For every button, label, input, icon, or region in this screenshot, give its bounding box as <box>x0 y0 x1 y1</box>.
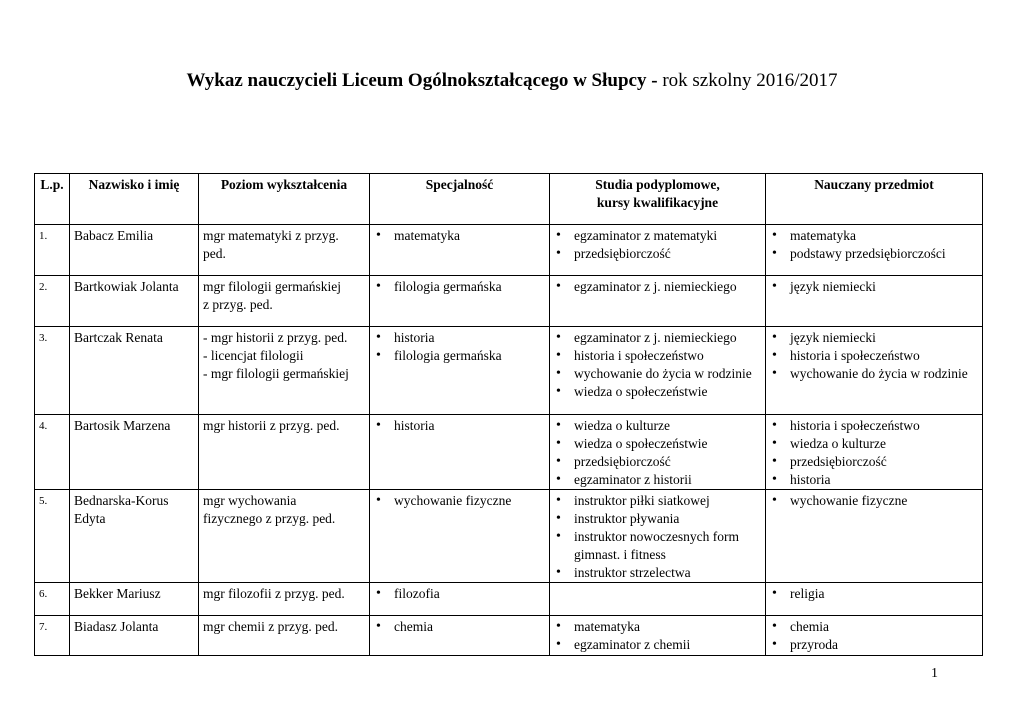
teacher-name-line: Bartkowiak Jolanta <box>74 279 179 294</box>
education-level-line: - mgr filologii germańskiej <box>203 366 349 381</box>
bullet-item: • instruktor pływania <box>554 510 761 528</box>
taught-subjects <box>766 583 983 616</box>
bullet-item: • wiedza o społeczeństwie <box>554 383 761 401</box>
bullet-item: • przedsiębiorczość <box>554 245 761 263</box>
bullet-item: • historia <box>770 471 978 489</box>
bullet-item: • wychowanie fizyczne <box>374 492 545 510</box>
teacher-name-line: Biadasz Jolanta <box>74 619 159 634</box>
table-row <box>35 276 983 327</box>
bullet-item: • historia <box>374 329 545 347</box>
education-level-line: mgr wychowania <box>203 493 297 508</box>
title-main: Wykaz nauczycieli Liceum Ogólnokształcącego w Słupcy - <box>186 70 658 91</box>
taught-subjects <box>766 616 983 656</box>
postgraduate-studies-list <box>554 227 761 263</box>
teacher-name <box>70 276 199 327</box>
postgraduate-studies <box>550 327 766 415</box>
specialty <box>370 276 550 327</box>
table-row <box>35 415 983 490</box>
bullet-item: • matematyka <box>374 227 545 245</box>
bullet-item: • matematyka <box>770 227 978 245</box>
bullet-item: • chemia <box>374 618 545 636</box>
bullet-item: • wiedza o kulturze <box>554 417 761 435</box>
bullet-item: • filozofia <box>374 585 545 603</box>
postgraduate-studies <box>550 225 766 276</box>
column-header-postgrad: Studia podyplomowe, kursy kwalifikacyjne <box>550 174 766 225</box>
bullet-item: • historia i społeczeństwo <box>554 347 761 365</box>
education-level <box>199 616 370 656</box>
specialty-list <box>374 417 545 435</box>
bullet-item: • matematyka <box>554 618 761 636</box>
bullet-item: • wiedza o społeczeństwie <box>554 435 761 453</box>
bullet-item: • egzaminator z j. niemieckiego <box>554 329 761 347</box>
bullet-item: • egzaminator z j. niemieckiego <box>554 278 761 296</box>
bullet-item: • wychowanie do życia w rodzinie <box>770 365 978 383</box>
taught-subjects-list <box>770 278 978 296</box>
bullet-item: • egzaminator z matematyki <box>554 227 761 245</box>
education-level-line: - mgr historii z przyg. ped. <box>203 330 348 345</box>
taught-subjects <box>766 225 983 276</box>
teacher-name-line: Edyta <box>74 511 106 526</box>
bullet-item: • egzaminator z historii <box>554 471 761 489</box>
specialty <box>370 616 550 656</box>
education-level-line: fizycznego z przyg. ped. <box>203 511 336 526</box>
teacher-name <box>70 583 199 616</box>
bullet-item: • przedsiębiorczość <box>770 453 978 471</box>
table-row <box>35 616 983 656</box>
taught-subjects-list <box>770 585 978 603</box>
document-title <box>0 70 1024 92</box>
teacher-name <box>70 415 199 490</box>
teacher-name-line: Bartosik Marzena <box>74 418 171 433</box>
bullet-item: • instruktor nowoczesnych form gimnast. i fitness <box>554 528 761 564</box>
page-number: 1 <box>931 666 938 681</box>
row-number: 4. <box>35 415 70 490</box>
bullet-item: • język niemiecki <box>770 278 978 296</box>
education-level-line: mgr matematyki z przyg. <box>203 228 339 243</box>
education-level-line: z przyg. ped. <box>203 297 273 312</box>
bullet-item: • przedsiębiorczość <box>554 453 761 471</box>
taught-subjects-list <box>770 618 978 654</box>
bullet-item: • egzaminator z chemii <box>554 636 761 654</box>
bullet-item: • instruktor piłki siatkowej <box>554 492 761 510</box>
taught-subjects-list <box>770 492 978 510</box>
specialty-list <box>374 329 545 365</box>
taught-subjects <box>766 415 983 490</box>
bullet-item: • historia i społeczeństwo <box>770 347 978 365</box>
bullet-item: • historia <box>374 417 545 435</box>
postgraduate-studies <box>550 415 766 490</box>
education-level <box>199 327 370 415</box>
bullet-item: • wychowanie do życia w rodzinie <box>554 365 761 383</box>
postgraduate-studies <box>550 583 766 616</box>
teacher-name <box>70 225 199 276</box>
taught-subjects-list <box>770 227 978 263</box>
bullet-item: • język niemiecki <box>770 329 978 347</box>
education-level <box>199 415 370 490</box>
education-level-line: mgr chemii z przyg. ped. <box>203 619 338 634</box>
table-body <box>35 225 983 656</box>
table-row <box>35 583 983 616</box>
postgraduate-studies <box>550 276 766 327</box>
bullet-item: • religia <box>770 585 978 603</box>
teacher-name-line: Bednarska-Korus <box>74 493 169 508</box>
bullet-item: • historia i społeczeństwo <box>770 417 978 435</box>
education-level-line: mgr filozofii z przyg. ped. <box>203 586 345 601</box>
row-number: 3. <box>35 327 70 415</box>
postgraduate-studies-list <box>554 618 761 654</box>
column-header-name: Nazwisko i imię <box>70 174 199 225</box>
education-level <box>199 225 370 276</box>
taught-subjects <box>766 490 983 583</box>
row-number: 1. <box>35 225 70 276</box>
table-row <box>35 225 983 276</box>
bullet-item: • instruktor strzelectwa <box>554 564 761 582</box>
taught-subjects-list <box>770 417 978 489</box>
taught-subjects-list <box>770 329 978 383</box>
bullet-item: • wiedza o kulturze <box>770 435 978 453</box>
education-level <box>199 276 370 327</box>
postgraduate-studies-list <box>554 329 761 401</box>
column-header-education: Poziom wykształcenia <box>199 174 370 225</box>
title-year: rok szkolny 2016/2017 <box>657 70 838 91</box>
row-number: 5. <box>35 490 70 583</box>
specialty-list <box>374 618 545 636</box>
education-level <box>199 490 370 583</box>
specialty <box>370 415 550 490</box>
bullet-item: • filologia germańska <box>374 278 545 296</box>
bullet-item: • przyroda <box>770 636 978 654</box>
column-header-subjects: Nauczany przedmiot <box>766 174 983 225</box>
column-header-lp: L.p. <box>35 174 70 225</box>
education-level-line: mgr historii z przyg. ped. <box>203 418 340 433</box>
table-row <box>35 327 983 415</box>
teachers-table <box>34 173 983 656</box>
teacher-name-line: Bartczak Renata <box>74 330 163 345</box>
bullet-item: • podstawy przedsiębiorczości <box>770 245 978 263</box>
postgraduate-studies-list <box>554 492 761 582</box>
teacher-name-line: Bekker Mariusz <box>74 586 161 601</box>
specialty-list <box>374 278 545 296</box>
specialty-list <box>374 585 545 603</box>
specialty-list <box>374 227 545 245</box>
postgraduate-studies <box>550 616 766 656</box>
specialty <box>370 225 550 276</box>
specialty <box>370 490 550 583</box>
education-level-line: mgr filologii germańskiej <box>203 279 341 294</box>
specialty <box>370 583 550 616</box>
taught-subjects <box>766 327 983 415</box>
postgraduate-studies-list <box>554 278 761 296</box>
table-row <box>35 490 983 583</box>
table-header-row <box>35 174 983 225</box>
teacher-name <box>70 327 199 415</box>
row-number: 2. <box>35 276 70 327</box>
postgraduate-studies <box>550 490 766 583</box>
column-header-specialty: Specjalność <box>370 174 550 225</box>
bullet-item: • wychowanie fizyczne <box>770 492 978 510</box>
bullet-item: • chemia <box>770 618 978 636</box>
teacher-name-line: Babacz Emilia <box>74 228 154 243</box>
education-level-line: - licencjat filologii <box>203 348 304 363</box>
teacher-name <box>70 616 199 656</box>
row-number: 6. <box>35 583 70 616</box>
taught-subjects <box>766 276 983 327</box>
specialty-list <box>374 492 545 510</box>
teacher-name <box>70 490 199 583</box>
specialty <box>370 327 550 415</box>
bullet-item: • filologia germańska <box>374 347 545 365</box>
education-level-line: ped. <box>203 246 226 261</box>
postgraduate-studies-list <box>554 417 761 489</box>
row-number: 7. <box>35 616 70 656</box>
education-level <box>199 583 370 616</box>
